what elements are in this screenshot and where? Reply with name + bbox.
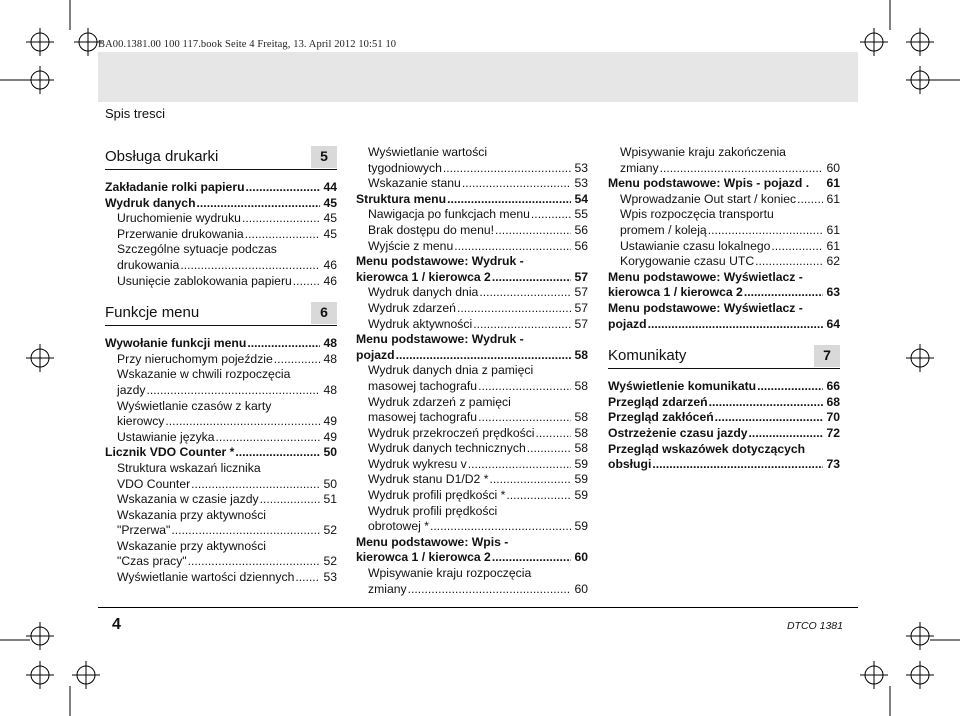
toc-column-1 (105, 145, 337, 586)
toc-entry-text: Wydruk profili prędkości * (368, 488, 506, 503)
toc-entry (356, 192, 588, 208)
dot-leader (242, 211, 320, 227)
chapter-heading (105, 145, 337, 170)
toc-page-number: 45 (323, 211, 337, 226)
toc-entry-text: Menu podstawowe: Wydruk - (356, 332, 524, 347)
toc-page-number: 57 (574, 316, 588, 331)
toc-entry-text: Wprowadzanie Out start / koniec (620, 191, 797, 206)
toc-entry-text: drukowania (117, 257, 180, 272)
dot-leader (171, 523, 320, 539)
toc-page-number: 72 (826, 425, 840, 440)
dot-leader (479, 285, 571, 301)
toc-entry-text: Wpisywanie kraju rozpoczęcia (368, 566, 532, 581)
dot-leader (797, 192, 823, 208)
toc-page-number: 73 (826, 457, 840, 472)
toc-page-number: 66 (826, 379, 840, 394)
toc-entry-text: Wskazanie przy aktywności (117, 538, 267, 553)
dot-leader (660, 161, 824, 177)
toc-entry (105, 211, 337, 227)
toc-entry-text: masowej tachografu (368, 378, 478, 393)
toc-entry-text: VDO Counter (117, 476, 191, 491)
dot-leader (457, 301, 571, 317)
dot-leader (755, 254, 823, 270)
toc-page-number: 61 (826, 222, 840, 237)
toc-entry-text: Wyświetlanie czasów z karty (117, 398, 272, 413)
dot-leader (396, 348, 572, 364)
toc-entry-text: Nawigacja po funkcjach menu (368, 207, 530, 222)
dot-leader (473, 317, 571, 333)
toc-entry-text: zmiany (368, 581, 407, 596)
toc-entry (356, 472, 588, 488)
dot-leader (648, 317, 824, 333)
toc-entry (105, 399, 337, 430)
toc-entry (356, 441, 588, 457)
toc-entry (105, 336, 337, 352)
toc-entry (356, 254, 588, 285)
dot-leader (709, 395, 824, 411)
toc-entry (356, 207, 588, 223)
toc-page-number: 63 (826, 285, 840, 300)
toc-entry (356, 285, 588, 301)
toc-entry-text: kierowcy (117, 414, 165, 429)
toc-entry (356, 363, 588, 394)
dot-leader (165, 414, 320, 430)
chapter-heading (105, 301, 337, 326)
dot-leader (478, 410, 571, 426)
toc-entry-text: Struktura wskazań licznika (117, 460, 261, 475)
toc-entry (105, 196, 337, 212)
dot-leader (245, 227, 321, 243)
chapter-title: Obsługa drukarki (105, 148, 219, 166)
dot-leader (447, 192, 571, 208)
toc-entry (105, 227, 337, 243)
toc-entry-text: Wyświetlanie wartości dziennych (117, 570, 295, 585)
toc-page-number: 49 (323, 429, 337, 444)
toc-page-number: 52 (323, 554, 337, 569)
dot-leader (246, 180, 321, 196)
toc-page-number: 50 (323, 476, 337, 491)
toc-page-number: 58 (574, 410, 588, 425)
toc-entry (608, 395, 840, 411)
dot-leader (536, 426, 572, 442)
toc-page-number: 53 (574, 176, 588, 191)
toc-page-number: 56 (574, 238, 588, 253)
toc-column-2 (356, 145, 588, 597)
toc-page-number: 70 (826, 410, 840, 425)
dot-leader (744, 285, 824, 301)
dot-leader (468, 457, 572, 473)
toc-entry (608, 410, 840, 426)
footer-label: DTCO 1381 (786, 620, 843, 632)
toc-page-number: 53 (574, 160, 588, 175)
toc-entry-text: Zakładanie rolki papieru (105, 180, 245, 194)
toc-entry-text: Wyświetlanie wartości (368, 145, 488, 159)
dot-leader (489, 472, 571, 488)
toc-page-number: 58 (574, 378, 588, 393)
toc-page-number: 54 (574, 191, 588, 206)
dot-leader (506, 488, 571, 504)
dot-leader (757, 379, 823, 395)
toc-entry-text: kierowca 1 / kierowca 2 (356, 269, 491, 284)
toc-entry (356, 332, 588, 363)
dot-leader (188, 554, 321, 570)
toc-entry-text: pojazd (356, 347, 395, 362)
toc-entry-text: Wskazania w czasie jazdy (117, 492, 259, 507)
toc-entry-text: zmiany (620, 160, 659, 175)
toc-entry (105, 508, 337, 539)
toc-entry-text: Wywołanie funkcji menu (105, 336, 247, 351)
dot-leader (295, 570, 320, 586)
dot-leader (478, 379, 571, 395)
toc-page-number: 52 (323, 523, 337, 538)
dot-leader (652, 457, 823, 473)
toc-entry-text: "Czas pracy" (117, 554, 187, 569)
toc-entry-text: Wydruk danych (105, 195, 196, 210)
toc-entry-text: jazdy (117, 382, 146, 397)
chapter-number: 7 (814, 345, 840, 367)
chapter-title: Funkcje menu (105, 304, 200, 322)
toc-entry-text: "Przerwa" (117, 523, 171, 538)
toc-page-number: 50 (323, 445, 337, 460)
toc-page-number: 57 (574, 285, 588, 300)
header-band (98, 52, 858, 102)
toc-entry (356, 317, 588, 333)
toc-entry-text: Korygowanie czasu UTC (620, 254, 755, 269)
toc-entry (356, 566, 588, 597)
dot-leader (771, 239, 823, 255)
toc-entry (608, 145, 840, 176)
toc-entry (356, 176, 588, 192)
toc-entry-text: Wydruk profili prędkości (368, 503, 498, 518)
toc-page-number: 59 (574, 519, 588, 534)
toc-entry (105, 180, 337, 196)
page-title: Spis tresci (105, 106, 165, 121)
toc-entry-text: tygodniowych (368, 160, 442, 175)
toc-entry-text: Menu podstawowe: Wpis - (356, 534, 509, 549)
toc-page-number: 59 (574, 472, 588, 487)
dot-leader (715, 410, 824, 426)
toc-page-number: 62 (826, 254, 840, 269)
toc-page-number: 61 (826, 176, 840, 191)
dot-leader (216, 430, 321, 446)
toc-entry-text: Wpisywanie kraju zakończenia (620, 145, 786, 159)
dot-leader (146, 383, 320, 399)
toc-entry (105, 570, 337, 586)
footer-rule (98, 607, 858, 608)
dot-leader (443, 161, 572, 177)
toc-entry (105, 367, 337, 398)
toc-entry (608, 176, 840, 192)
toc-page-number: 58 (574, 347, 588, 362)
toc-entry-text: Przegląd wskazówek dotyczących (608, 441, 806, 456)
toc-page-number: 59 (574, 456, 588, 471)
toc-page-number: 57 (574, 300, 588, 315)
toc-entry-text: Wyjście z menu (368, 238, 454, 253)
toc-entry-text: Wydruk przekroczeń prędkości (368, 425, 535, 440)
toc-entry-text: Wydruk wykresu v (368, 456, 467, 471)
toc-page-number: 60 (574, 581, 588, 596)
toc-entry-text: Szczególne sytuacje podczas (117, 242, 277, 257)
dot-leader (495, 223, 571, 239)
toc-entry (608, 379, 840, 395)
dot-leader (708, 223, 824, 239)
toc-page-number: 58 (574, 441, 588, 456)
toc-entry-text: Menu podstawowe: Wyświetlacz - (608, 300, 803, 315)
toc-entry-text: Wskazanie w chwili rozpoczęcia (117, 367, 291, 382)
toc-entry (608, 301, 840, 332)
toc-entry (608, 426, 840, 442)
toc-entry-text: Przerwanie drukowania (117, 226, 244, 241)
dot-leader (247, 336, 320, 352)
toc-entry-text: promem / koleją (620, 222, 707, 237)
toc-entry-text: obrotowej * (368, 519, 429, 534)
dot-leader (531, 207, 572, 223)
toc-entry-text: Wydruk stanu D1/D2 * (368, 472, 489, 487)
toc-entry (105, 492, 337, 508)
toc-entry-text: Licznik VDO Counter * (105, 445, 235, 460)
toc-page-number: 49 (323, 414, 337, 429)
toc-page-number: 56 (574, 222, 588, 237)
toc-page-number: 46 (323, 273, 337, 288)
toc-entry (356, 457, 588, 473)
dot-leader (749, 426, 824, 442)
toc-entry-text: Wpis rozpoczęcia transportu (620, 207, 774, 222)
toc-entry-text: Przegląd zdarzeń (608, 394, 708, 409)
toc-page-number: 59 (574, 488, 588, 503)
toc-entry-text: Menu podstawowe: Wyświetlacz - (608, 269, 803, 284)
toc-entry (356, 504, 588, 535)
toc-column-3 (608, 145, 840, 473)
toc-page-number: 61 (826, 191, 840, 206)
toc-page-number: 46 (323, 257, 337, 272)
toc-entry-text: Wydruk zdarzeń (368, 300, 456, 315)
dot-leader (462, 176, 572, 192)
dot-leader (492, 270, 572, 286)
toc-page-number: 55 (574, 207, 588, 222)
toc-entry (356, 301, 588, 317)
toc-entry-text: Ustawianie języka (117, 429, 215, 444)
toc-entry (356, 395, 588, 426)
toc-entry-text: Wskazanie stanu (368, 176, 461, 191)
toc-page-number: 44 (323, 180, 337, 194)
toc-entry (608, 442, 840, 473)
toc-entry-text: Menu podstawowe: Wydruk - (356, 254, 524, 269)
toc-page-number: 61 (826, 238, 840, 253)
toc-entry-text: Wydruk danych dnia (368, 285, 479, 300)
toc-page-number: 58 (574, 425, 588, 440)
toc-entry-text: Struktura menu (356, 191, 447, 206)
dot-leader (454, 239, 571, 255)
toc-entry-text: Wydruk danych dnia z pamięci (368, 363, 534, 378)
toc-page-number: 45 (323, 195, 337, 210)
toc-entry (356, 239, 588, 255)
toc-page-number: 48 (323, 382, 337, 397)
toc-entry-text: pojazd (608, 316, 647, 331)
toc-entry-text: obsługi (608, 457, 652, 472)
dot-leader (235, 445, 320, 461)
toc-entry (105, 539, 337, 570)
toc-entry (356, 535, 588, 566)
chapter-heading (608, 344, 840, 369)
dot-leader (274, 352, 321, 368)
dot-leader (197, 196, 321, 212)
toc-entry (105, 430, 337, 446)
toc-entry-text: Wskazania przy aktywności (117, 507, 267, 522)
book-info-header: BA00.1381.00 100 117.book Seite 4 Freitag, 13. April 2012 10:51 10 (98, 39, 397, 50)
toc-entry (608, 239, 840, 255)
toc-entry-text: kierowca 1 / kierowca 2 (608, 285, 743, 300)
toc-page-number: 64 (826, 316, 840, 331)
dot-leader (527, 441, 572, 457)
toc-entry-text: Wydruk zdarzeń z pamięci (368, 394, 511, 409)
toc-page-number: 48 (323, 351, 337, 366)
toc-entry-text: Ostrzeżenie czasu jazdy (608, 425, 748, 440)
dot-leader (260, 492, 321, 508)
toc-entry (356, 488, 588, 504)
toc-entry-text: Przy nieruchomym pojeździe (117, 351, 273, 366)
toc-entry (105, 242, 337, 273)
dot-leader (492, 550, 572, 566)
toc-entry-text: Wydruk danych technicznych (368, 441, 526, 456)
toc-entry (608, 270, 840, 301)
toc-page-number: 51 (323, 492, 337, 507)
chapter-number: 5 (311, 146, 337, 168)
toc-page-number: 60 (574, 550, 588, 565)
toc-entry (356, 145, 588, 176)
dot-leader (408, 582, 572, 598)
toc-entry (608, 207, 840, 238)
dot-leader (293, 274, 321, 290)
toc-entry-text: Wydruk aktywności (368, 316, 473, 331)
chapter-title: Komunikaty (608, 347, 687, 365)
chapter-number: 6 (311, 302, 337, 324)
dot-leader (430, 519, 571, 535)
toc-entry-text: Brak dostępu do menu! (368, 222, 495, 237)
toc-page-number: 57 (574, 269, 588, 284)
toc-page-number: 48 (323, 336, 337, 351)
dot-leader (191, 477, 320, 493)
toc-page-number: 53 (323, 570, 337, 585)
toc-entry-text: Ustawianie czasu lokalnego (620, 238, 771, 253)
toc-entry (105, 352, 337, 368)
toc-entry (105, 461, 337, 492)
toc-entry-text: Menu podstawowe: Wpis - pojazd . (608, 176, 810, 191)
toc-entry-text: Uruchomienie wydruku (117, 211, 241, 226)
toc-page-number: 68 (826, 394, 840, 409)
toc-entry-text: kierowca 1 / kierowca 2 (356, 550, 491, 565)
page-number: 4 (112, 616, 121, 633)
dot-leader (180, 258, 320, 274)
toc-entry (608, 254, 840, 270)
toc-entry (105, 445, 337, 461)
toc-page-number: 45 (323, 226, 337, 241)
toc-entry (608, 192, 840, 208)
toc-entry-text: Przegląd zakłóceń (608, 410, 714, 425)
toc-entry (356, 426, 588, 442)
toc-entry (105, 274, 337, 290)
toc-entry (356, 223, 588, 239)
toc-entry-text: masowej tachografu (368, 410, 478, 425)
toc-page-number: 60 (826, 160, 840, 175)
toc-entry-text: Wyświetlenie komunikatu (608, 379, 757, 394)
toc-entry-text: Usunięcie zablokowania papieru (117, 273, 292, 288)
